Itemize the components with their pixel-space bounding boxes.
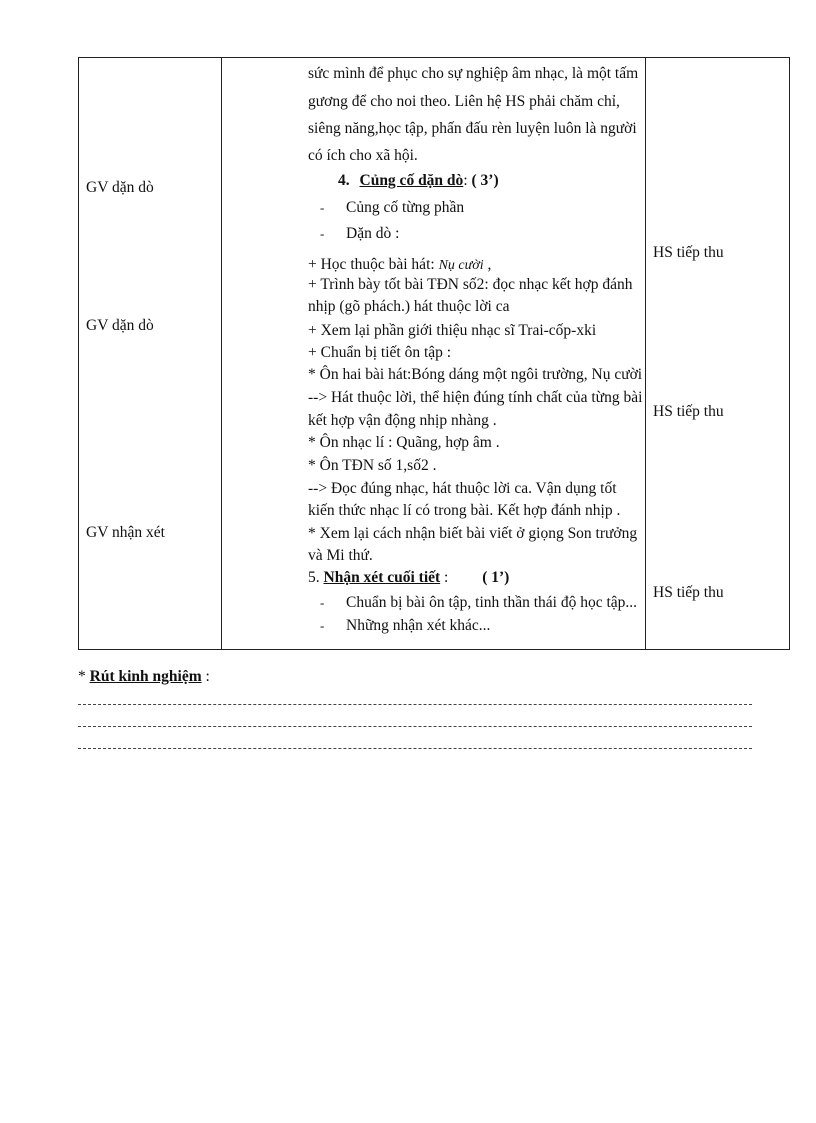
content-line: * Ôn TĐN số 1,số2 .: [308, 457, 437, 474]
bullet-text: Chuẩn bị bài ôn tập, tinh thần thái độ học tập...: [346, 594, 638, 611]
bullet-item: [320, 617, 490, 635]
section-title: Củng cố dặn dò: [359, 172, 464, 189]
content-line: * Ôn nhạc lí : Quãng, hợp âm .: [308, 434, 500, 451]
bullet-item: [320, 594, 637, 612]
section-colon: :: [440, 569, 449, 586]
star-marker: *: [78, 668, 90, 685]
section-heading-5: [308, 569, 509, 587]
content-text: ,: [483, 256, 492, 273]
content-line: và Mi thứ.: [308, 547, 373, 564]
column-divider: [221, 58, 222, 649]
bullet-dash: -: [320, 595, 325, 610]
bullet-item: [320, 225, 399, 243]
bullet-text: Những nhận xét khác...: [346, 617, 491, 634]
teacher-activity-2: GV dặn dò: [86, 317, 154, 334]
bullet-item: [320, 199, 464, 217]
content-line: kiến thức nhạc lí có trong bài. Kết hợp đánh nhịp .: [308, 502, 621, 519]
column-divider: [645, 58, 646, 649]
content-line: * Xem lại cách nhận biết bài viết ở giọng Son trưởng: [308, 525, 638, 542]
content-line: sức mình để phục cho sự nghiệp âm nhạc, là một tấm: [308, 65, 639, 82]
song-title: Nụ cười: [438, 258, 484, 273]
section-number: 5.: [308, 569, 320, 586]
bullet-text: Dặn dò :: [346, 225, 400, 242]
teacher-activity-3: GV nhận xét: [86, 524, 165, 541]
section-time: ( 3’): [471, 172, 499, 189]
bullet-dash: -: [320, 618, 325, 633]
lessons-learned-heading: [78, 668, 210, 686]
bullet-dash: -: [320, 200, 325, 215]
content-line: --> Hát thuộc lời, thể hiện đúng tính chất của từng bài: [308, 389, 643, 406]
content-line: + Xem lại phần giới thiệu nhạc sĩ Trai-cốp-xki: [308, 322, 597, 339]
student-activity-3: HS tiếp thu: [653, 584, 724, 601]
bullet-dash: -: [320, 226, 325, 241]
content-line: kết hợp vận động nhịp nhàng .: [308, 412, 497, 429]
writing-line: [78, 726, 752, 727]
content-line: * Ôn hai bài hát:Bóng dáng một ngôi trường, Nụ cười: [308, 366, 643, 383]
section-time: ( 1’): [482, 569, 510, 586]
teacher-activity-1: GV dặn dò: [86, 179, 154, 196]
content-text: + Học thuộc bài hát:: [308, 256, 439, 273]
content-line: siêng năng,học tập, phấn đấu rèn luyện luôn là người: [308, 120, 637, 137]
content-line: gương để cho noi theo. Liên hệ HS phải chăm chỉ,: [308, 93, 620, 110]
heading-colon: :: [201, 668, 210, 685]
content-line: có ích cho xã hội.: [308, 147, 418, 164]
student-activity-1: HS tiếp thu: [653, 244, 724, 261]
student-activity-2: HS tiếp thu: [653, 403, 724, 420]
writing-line: [78, 748, 752, 749]
section-number: 4.: [338, 172, 350, 189]
writing-line: [78, 704, 752, 705]
section-title: Nhận xét cuối tiết: [323, 569, 441, 586]
content-line: --> Đọc đúng nhạc, hát thuộc lời ca. Vận dụng tốt: [308, 480, 617, 497]
content-line: [308, 256, 491, 274]
content-line: + Chuẩn bị tiết ôn tập :: [308, 344, 452, 361]
lesson-table: [78, 57, 790, 650]
bullet-text: Củng cố từng phần: [346, 199, 465, 216]
section-colon: :: [463, 172, 468, 189]
content-line: nhịp (gõ phách.) hát thuộc lời ca: [308, 298, 510, 315]
content-line: + Trình bày tốt bài TĐN số2: đọc nhạc kết hợp đánh: [308, 276, 633, 293]
section-heading-4: [338, 172, 499, 190]
lessons-learned-title: Rút kinh nghiệm: [89, 668, 202, 685]
